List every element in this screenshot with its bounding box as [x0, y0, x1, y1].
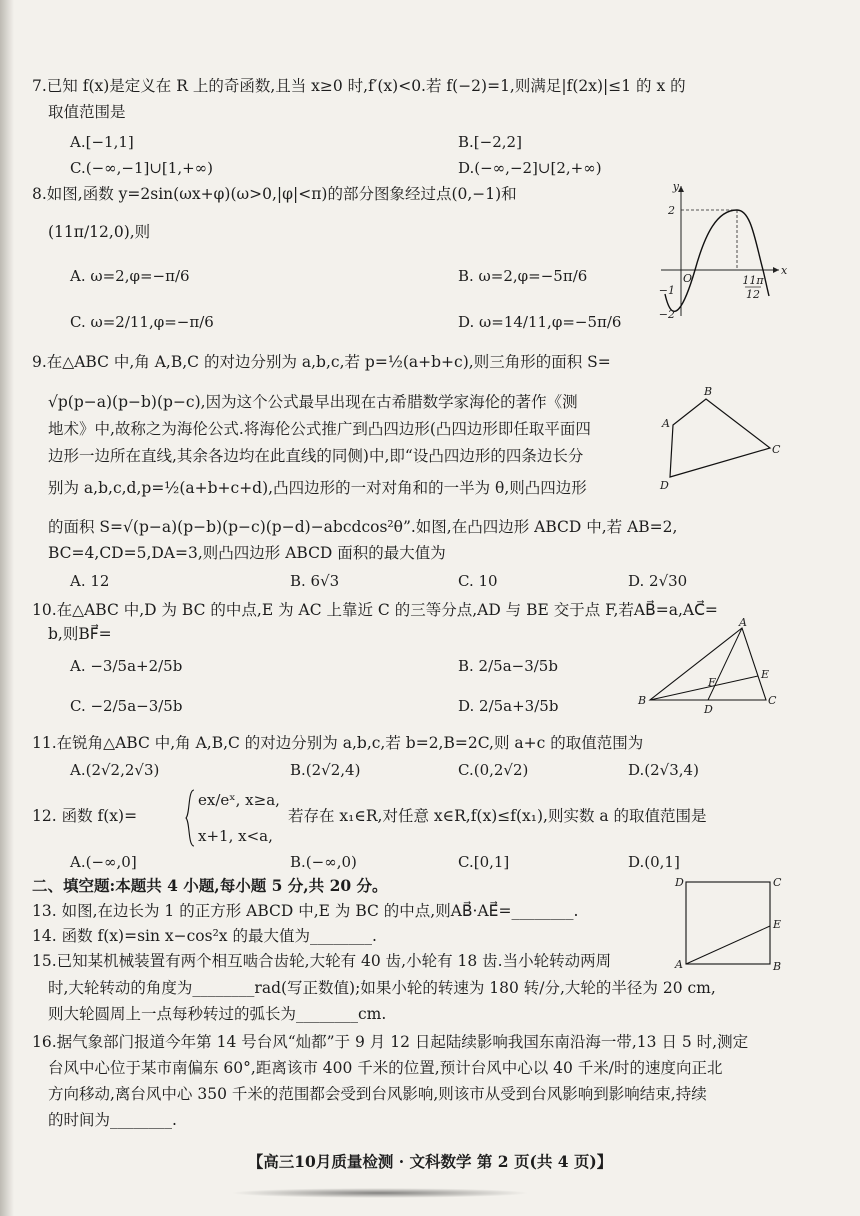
x-axis-label: x: [781, 264, 788, 277]
q7-option-b: B.[−2,2]: [458, 133, 522, 151]
y-axis-label: y: [672, 180, 679, 193]
x-axis-arrow: [773, 267, 779, 273]
q12-option-d: D.(0,1]: [628, 853, 680, 871]
q10-line-2: b,则BF⃗=: [48, 625, 112, 643]
y-tick-neg1: −1: [658, 284, 675, 297]
q12-lead: 12. 函数 f(x)=: [32, 807, 138, 825]
q9-option-c: C. 10: [458, 572, 498, 590]
q11-option-b: B.(2√2,4): [290, 761, 361, 779]
segment-ae: [686, 926, 770, 964]
q7-line-2: 取值范围是: [48, 103, 126, 121]
q12-case-2: x+1, x<a,: [198, 827, 273, 845]
q13-text: 13. 如图,在边长为 1 的正方形 ABCD 中,E 为 BC 的中点,则AB⃗·AE⃗=________.: [32, 902, 579, 920]
scan-smudge: [230, 1188, 530, 1198]
sq-vertex-b: B: [773, 960, 782, 973]
y-tick-neg2: −2: [658, 308, 675, 321]
q14-text: 14. 函数 f(x)=sin x−cos²x 的最大值为________.: [32, 927, 377, 945]
q9-option-d: D. 2√30: [628, 572, 688, 590]
q9-line-5: 别为 a,b,c,d,p=½(a+b+c+d),凸四边形的一对对角和的一半为 θ,则凸四边形: [48, 479, 587, 497]
q12-option-a: A.(−∞,0]: [70, 853, 137, 871]
q9-option-a: A. 12: [70, 572, 110, 590]
q12-condition: 若存在 x₁∈R,对任意 x∈R,f(x)≤f(x₁),则实数 a 的取值范围是: [288, 807, 707, 825]
tri-point-e: E: [761, 668, 770, 681]
quadrilateral-abcd: [670, 399, 770, 477]
y-tick-2: 2: [668, 204, 675, 217]
q10-option-b: B. 2/5a−3/5b: [458, 657, 558, 675]
q11-option-a: A.(2√2,2√3): [70, 761, 160, 779]
q7-option-d: D.(−∞,−2]∪[2,+∞): [458, 159, 602, 177]
q9-line-6: 的面积 S=√(p−a)(p−b)(p−c)(p−d)−abcdcos²θ”.如图,在凸四边形 ABCD 中,若 AB=2,: [48, 518, 678, 536]
section-2-heading: 二、填空题:本题共 4 小题,每小题 5 分,共 20 分。: [32, 876, 388, 895]
q16-line-4: 的时间为________.: [48, 1111, 177, 1129]
q16-line-2: 台风中心位于某市南偏东 60°,距离该市 400 千米的位置,预计台风中心以 40 千米/时的速度向正北: [48, 1059, 723, 1077]
piecewise-brace: [184, 788, 196, 848]
q10-line-1: 10.在△ABC 中,D 为 BC 的中点,E 为 AC 上靠近 C 的三等分点,AD 与 BE 交于点 F,若AB⃗=a,AC⃗=: [32, 601, 718, 619]
quadrilateral-figure: [658, 385, 788, 490]
triangle-figure: [636, 616, 786, 716]
q8-option-a: A. ω=2,φ=−π/6: [70, 267, 190, 285]
q15-line-2: 时,大轮转动的角度为________rad(写正数值);如果小轮的转速为 180 转/分,大轮的半径为 20 cm,: [48, 979, 716, 997]
q16-line-1: 16.据气象部门报道今年第 14 号台风“灿都”于 9 月 12 日起陆续影响我国东南沿海一带,13 日 5 时,测定: [32, 1033, 749, 1051]
q9-line-3: 地术》中,故称之为海伦公式.将海伦公式推广到凸四边形(凸四边形即任取平面四: [48, 420, 591, 438]
scan-shadow: [0, 0, 14, 1216]
q10-option-a: A. −3/5a+2/5b: [70, 657, 183, 675]
q12-option-c: C.[0,1]: [458, 853, 510, 871]
q10-option-d: D. 2/5a+3/5b: [458, 697, 559, 715]
q8-option-c: C. ω=2/11,φ=−π/6: [70, 313, 214, 331]
q12-option-b: B.(−∞,0): [290, 853, 357, 871]
q12-case-1: ex/eˣ, x≥a,: [198, 791, 280, 809]
q7-line-1: 7.已知 f(x)是定义在 R 上的奇函数,且当 x≥0 时,f′(x)<0.若 f(−2)=1,则满足|f(2x)|≤1 的 x 的: [32, 77, 686, 95]
sine-graph-figure: [655, 180, 788, 321]
tri-vertex-c: C: [768, 694, 777, 707]
q7-option-c: C.(−∞,−1]∪[1,+∞): [70, 159, 214, 177]
vertex-c-label: C: [772, 443, 781, 456]
vertex-b-label: B: [704, 385, 713, 398]
q11-option-c: C.(0,2√2): [458, 761, 529, 779]
sq-vertex-a: A: [675, 958, 683, 971]
vertex-a-label: A: [662, 417, 670, 430]
q9-line-1: 9.在△ABC 中,角 A,B,C 的对边分别为 a,b,c,若 p=½(a+b+c),则三角形的面积 S=: [32, 353, 611, 371]
square-figure: [672, 872, 792, 972]
origin-label: O: [683, 272, 693, 285]
sq-vertex-d: D: [675, 876, 684, 889]
q8-line-1: 8.如图,函数 y=2sin(ωx+φ)(ω>0,|φ|<π)的部分图象经过点(0,−1)和: [32, 185, 517, 203]
tri-vertex-b: B: [638, 694, 647, 707]
q9-option-b: B. 6√3: [290, 572, 340, 590]
tri-point-f: F: [708, 676, 716, 689]
tri-point-d: D: [704, 703, 713, 716]
q11-option-d: D.(2√3,4): [628, 761, 699, 779]
x-tick-denominator: 12: [746, 288, 760, 301]
x-tick-numerator: 11π: [742, 274, 764, 287]
q15-line-3: 则大轮圆周上一点每秒转过的弧长为________cm.: [48, 1005, 387, 1023]
sq-point-e: E: [773, 918, 782, 931]
page-footer: 【高三10月质量检测 · 文科数学 第 2 页(共 4 页)】: [247, 1152, 613, 1171]
q16-line-3: 方向移动,离台风中心 350 千米的范围都会受到台风影响,则该市从受到台风影响到影响结束,持续: [48, 1085, 707, 1103]
median-ad: [708, 628, 742, 700]
q8-line-2: (11π/12,0),则: [48, 223, 151, 241]
tri-vertex-a: A: [739, 616, 747, 629]
q9-line-2: √p(p−a)(p−b)(p−c),因为这个公式最早出现在古希腊数学家海伦的著作《测: [48, 393, 578, 411]
triangle-abc: [650, 628, 766, 700]
q7-option-a: A.[−1,1]: [70, 133, 134, 151]
q8-option-d: D. ω=14/11,φ=−5π/6: [458, 313, 622, 331]
sq-vertex-c: C: [773, 876, 782, 889]
q8-option-b: B. ω=2,φ=−5π/6: [458, 267, 588, 285]
q9-line-7: BC=4,CD=5,DA=3,则凸四边形 ABCD 面积的最大值为: [48, 544, 446, 562]
vertex-d-label: D: [660, 479, 669, 492]
square-abcd: [686, 882, 770, 964]
q10-option-c: C. −2/5a−3/5b: [70, 697, 183, 715]
q11-line-1: 11.在锐角△ABC 中,角 A,B,C 的对边分别为 a,b,c,若 b=2,B=2C,则 a+c 的取值范围为: [32, 734, 644, 752]
q9-line-4: 边形一边所在直线,其余各边均在此直线的同侧)中,即“设凸四边形的四条边长分: [48, 447, 584, 465]
q15-line-1: 15.已知某机械装置有两个相互啮合齿轮,大轮有 40 齿,小轮有 18 齿.当小轮转动两周: [32, 952, 612, 970]
